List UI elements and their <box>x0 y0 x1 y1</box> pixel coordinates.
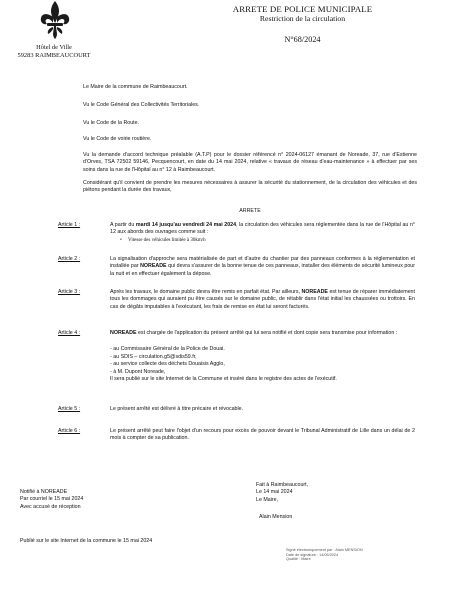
recipient-item: - à M. Dupont Noreade, <box>110 368 166 375</box>
stamp-quality: Qualité : Maire <box>286 557 311 562</box>
signature-block <box>256 482 376 522</box>
article-2-text-post: qui devra s'assurer de la bonne tenue de ces panneaux, installer des éléments de sécurité lumineux pour la nuit et en effectuer également la dépose. <box>110 263 415 277</box>
stamp-signed-by: Signé électroniquement par : Alain MENSION <box>286 548 363 552</box>
article-6-text: Le présent arrêté peut faire l'objet d'un recours pour excès de pouvoir devant le Tribunal Administratif de Lille dans un délai de 2 mois à compter de sa publication. <box>110 428 415 442</box>
article-1-label: Article 1 : <box>58 222 81 228</box>
fleur-de-lis-icon <box>39 0 71 40</box>
signatory-name: Alain Mension <box>259 514 293 521</box>
vu-cgct: Vu le Code Général des Collectivités Territoriales. <box>83 102 200 108</box>
notified-to: Notifié à NOREADE <box>20 489 68 495</box>
document-title: ARRETE DE POLICE MUNICIPALE <box>232 4 373 14</box>
article-2-label: Article 2 : <box>58 256 81 262</box>
article-5-label: Article 5 : <box>58 406 81 412</box>
article-3-text-post: est tenue de réparer immédiatement tous les dommages qui auraient pu être causés sur le domaine public, de rétablir dans l'état initial les chaussées ou trottoirs. En cas de dégâts imputables à l'exécutant, les frais de remise en état lui seront facturés. <box>110 289 415 310</box>
town-hall-address <box>8 44 100 61</box>
stamp-date: Date de signature : 14/05/2024 <box>286 552 339 557</box>
article-1-dates: mardi 14 jusqu'au vendredi 24 mai 2024 <box>135 222 237 228</box>
acknowledgement: Avec accusé de réception <box>20 503 81 510</box>
article-4-company: NOREADE <box>110 330 137 336</box>
article-1-bullet <box>110 237 415 244</box>
article-2-company: NOREADE <box>140 263 167 270</box>
article-4-intro <box>110 330 415 337</box>
article-4-publication: Il sera publié sur le site Internet de la Commune et inséré dans le registre des actes de l'exécutif. <box>110 376 337 383</box>
recipient-item: - au service collecte des déchets Douaisis Agglo, <box>110 361 225 368</box>
article-1-text-pre: A partir du <box>110 222 135 228</box>
publication-notice: Publié sur le site Internet de la commune le 15 mai 2024 <box>20 538 153 544</box>
mayor-line: Le Maire de la commune de Raimbeaucourt. <box>83 84 188 90</box>
article-4-text <box>110 330 415 383</box>
article-4-text-post: est chargée de l'application du présent arrêté qui lui sera notifié et dont copie sera transmise pour information : <box>137 330 398 336</box>
article-3-text-pre: Après les travaux, le domaine public devra être remis en parfait état. Par ailleurs, <box>110 289 300 295</box>
article-1-text <box>110 222 415 244</box>
document-header <box>200 5 405 44</box>
article-3-label: Article 3 : <box>58 289 81 295</box>
considerant: Considérant qu'il convient de prendre les mesures nécessaires à assurer la sécurité du stationnement, de la circulation des véhicules et des piétons pendant la durée des travaux, <box>83 180 417 194</box>
article-1-bullet-text: Vitesse des véhicules limitée à 30km/h <box>128 237 206 243</box>
article-5-text: Le présent arrêté est délivré à titre précaire et révocable. <box>110 406 244 412</box>
town-hall-line: Hôtel de Ville <box>36 44 72 51</box>
signature-date: Le 14 mai 2024 <box>256 489 293 496</box>
bullet-dot: • <box>120 237 129 243</box>
article-6-label: Article 6 : <box>58 428 81 434</box>
notified-by-email: Par courriel le 15 mai 2024 <box>20 496 84 503</box>
article-3-company: NOREADE <box>301 289 328 295</box>
signatory-title: Le Maire, <box>256 496 279 503</box>
recipient-item: - au Commissaire Général de la Police de Douai. <box>110 346 225 353</box>
document-number: N°68/2024 <box>284 35 321 44</box>
article-2-text-pre: La signalisation d'approche sera matérialisée de part et d'autre du chantier par des panneaux conformes à la réglementation et installée par <box>110 256 415 270</box>
article-1-text-post: , la circulation des véhicules sera réglementée dans la rue de l'Hôpital au n° 12 aux abords des ouvrages comme suit : <box>110 222 416 236</box>
recipient-item: - au SDIS – circulation.g5@sdis59.fr, <box>110 353 197 360</box>
vu-code-voirie: Vu le Code de voirie routière. <box>83 136 152 142</box>
town-postcode-line: 59283 RAIMBEAUCOURT <box>17 52 91 60</box>
article-3-text <box>110 289 415 311</box>
notification-block <box>20 489 170 511</box>
vu-code-route: Vu le Code de la Route. <box>83 120 140 126</box>
article-2-text <box>110 256 415 278</box>
signed-at: Fait à Raimbeaucourt, <box>256 482 309 488</box>
electronic-signature-stamp <box>286 548 406 562</box>
vu-demande-atp: Vu la demande d'accord technique préalable (A.T.P) pour le dossier référencé n° 2024-06127 émanant de Noreade, 37, rue d'Estienne d'Orves, TSA 72502 59146, Pecquencourt, en date du 14 mai 2024, relative « travaux de réseau d'eau-maintenance » à effectuer par ses soins dans la rue de l'Hôpital au n° 12 à Raimbeaucourt. <box>83 152 417 173</box>
article-4-label: Article 4 : <box>58 330 81 336</box>
document-subtitle: Restriction de la circulation <box>259 14 346 23</box>
arrete-heading: ARRETE <box>239 208 261 214</box>
